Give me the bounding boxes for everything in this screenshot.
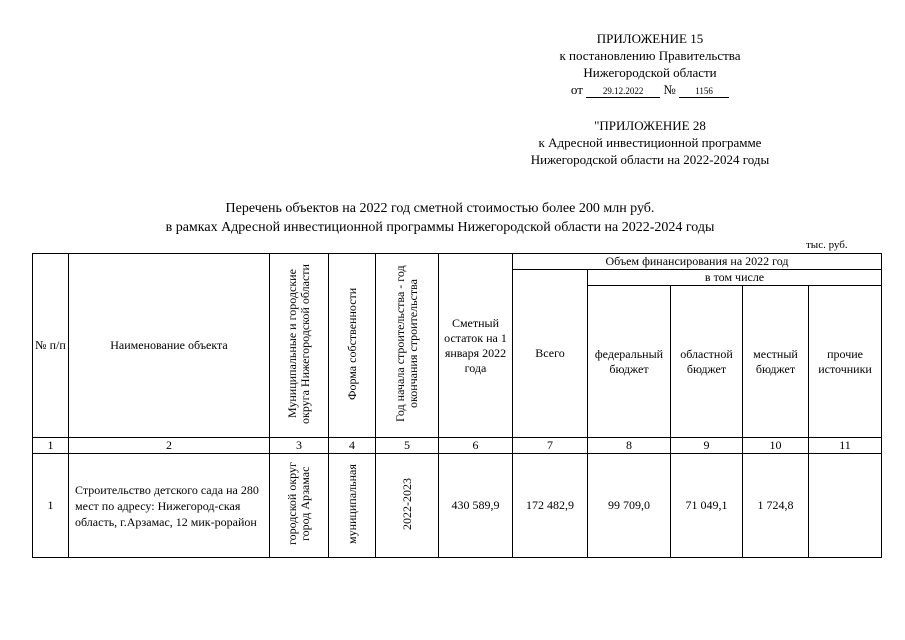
header-years [376,254,439,438]
header-ownership [329,254,376,438]
header-other: прочие источники [809,286,882,438]
table-row [33,454,882,558]
header-including: в том числе [588,270,882,286]
row-ownership [329,454,376,558]
decree-number: 1156 [679,86,729,98]
col-number: 10 [743,438,809,454]
col-number: 7 [513,438,588,454]
appendix-line-2: к постановлению Правительства [559,48,741,63]
row-years-text: 2022-2023 [399,477,414,530]
document-title-line-1: Перечень объектов на 2022 год сметной стоимостью более 200 млн руб. [225,201,655,216]
number-label: № [663,82,676,97]
row-ownership-text: муниципальная [344,463,359,544]
row-num: 1 [33,454,69,558]
col-number: 1 [33,438,69,454]
header-federal: федеральный бюджет [588,286,671,438]
col-number: 5 [376,438,439,454]
row-other [809,454,882,558]
row-federal: 99 709,0 [588,454,671,558]
header-num: № п/п [33,254,69,438]
col-number: 2 [69,438,270,454]
header-local: местный бюджет [743,286,809,438]
units-label: тыс. руб. [806,239,848,251]
document-title [120,199,760,237]
col-number: 4 [329,438,376,454]
objects-table [32,253,882,558]
appendix-header [500,30,800,98]
row-remaining: 430 589,9 [439,454,513,558]
column-number-row [33,438,882,454]
row-municipality [270,454,329,558]
decree-date: 29.12.2022 [586,86,660,98]
header-remaining: Сметный остаток на 1 января 2022 года [439,254,513,438]
document-title-line-2: в рамках Адресной инвестиционной программы Нижегородской области на 2022-2024 годы [165,220,715,235]
header-ownership-text: Форма собственности [344,287,359,400]
col-number: 3 [270,438,329,454]
row-total: 172 482,9 [513,454,588,558]
program-appendix-line-3: Нижегородской области на 2022-2024 годы [530,152,770,167]
header-years-text: Год начала строительства - год окончания строительства [393,265,420,422]
header-funding: Объем финансирования на 2022 год [513,254,882,270]
row-local: 1 724,8 [743,454,809,558]
header-municipality [270,254,329,438]
col-number: 8 [588,438,671,454]
row-object-name: Строительство детского сада на 280 мест по адресу: Нижегород-ская область, г.Арзамас, 12 мик-рорайон [69,454,270,558]
col-number: 9 [671,438,743,454]
header-municipality-text: Муниципальные и городские округа Нижегородской области [285,263,312,424]
row-municipality-text: городской округ город Арзамас [285,462,312,545]
col-number: 11 [809,438,882,454]
appendix-line-3: Нижегородской области [583,65,717,80]
header-regional: областной бюджет [671,286,743,438]
appendix-title: ПРИЛОЖЕНИЕ 15 [596,31,704,46]
row-years [376,454,439,558]
header-total: Всего [513,270,588,438]
program-appendix-line-2: к Адресной инвестиционной программе [538,135,762,150]
program-appendix-title: "ПРИЛОЖЕНИЕ 28 [594,118,706,133]
col-number: 6 [439,438,513,454]
program-appendix-header [490,117,810,168]
row-regional: 71 049,1 [671,454,743,558]
header-name: Наименование объекта [69,254,270,438]
from-label: от [570,82,583,97]
decree-date-line [500,81,800,98]
